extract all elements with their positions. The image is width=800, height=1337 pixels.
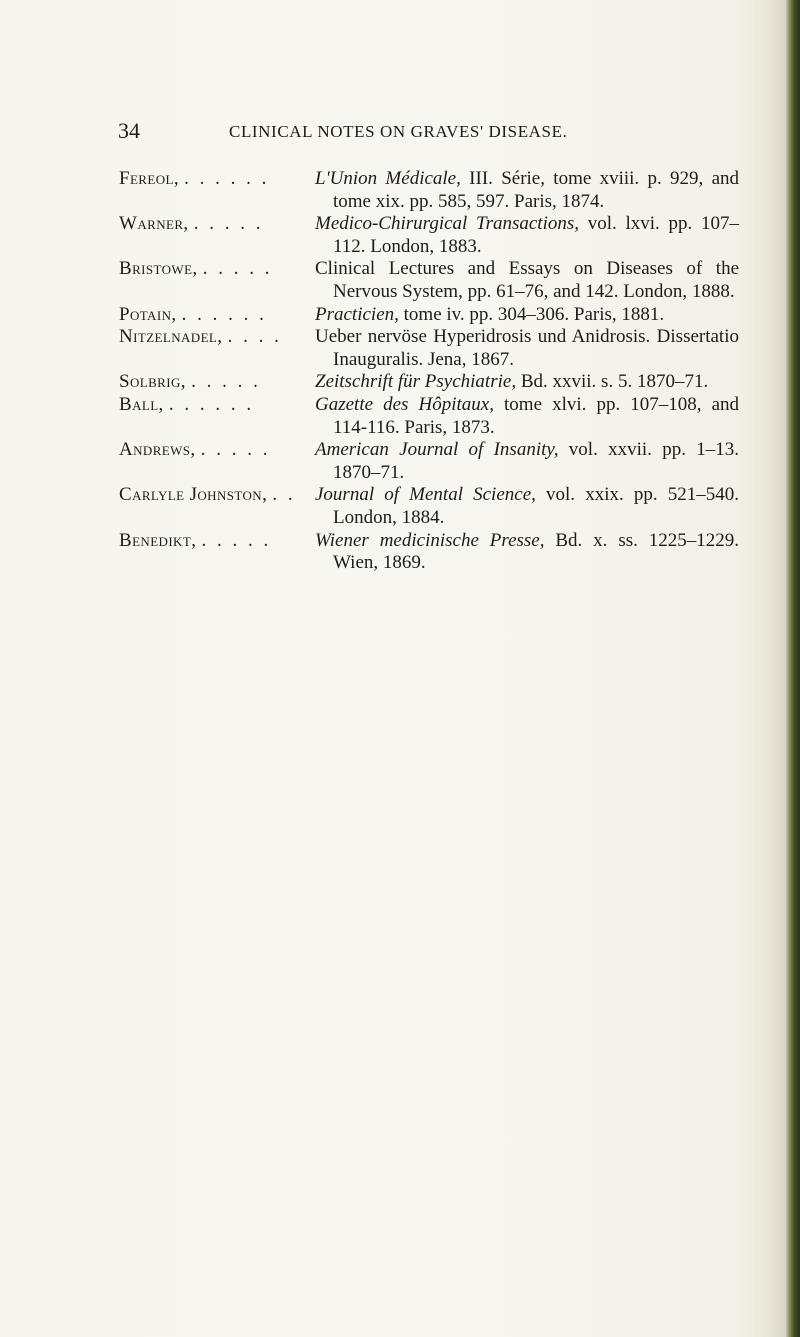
dot-leaders: . . . . . xyxy=(201,529,272,551)
citation-details: Clinical Lectures and Essays on Diseases of the Nervous System, pp. 61–76, and 142. London, 1888. xyxy=(315,258,739,302)
reference-entry xyxy=(119,258,739,303)
reference-entry xyxy=(119,439,739,484)
author-name: Warner, xyxy=(119,213,189,235)
citation-details: tome xlvi. pp. 107–108, and 114-116. Paris, 1873. xyxy=(333,393,739,438)
reference-author xyxy=(119,394,315,417)
reference-citation xyxy=(315,394,739,439)
reference-citation xyxy=(315,258,739,303)
reference-citation xyxy=(315,304,739,327)
citation-details: Bd. x. ss. 1225–1229. Wien, 1869. xyxy=(333,529,739,574)
book-binding-edge xyxy=(786,0,800,1337)
dot-leaders: . . . . . . xyxy=(168,393,255,415)
citation-title: Medico-Chirurgical Transactions, xyxy=(315,213,579,235)
reference-entry xyxy=(119,371,739,394)
reference-author xyxy=(119,213,315,236)
author-name: Nitzelnadel, xyxy=(119,326,223,348)
author-name: Benedikt, xyxy=(119,529,197,551)
reference-author xyxy=(119,530,315,553)
author-name: Solbrig, xyxy=(119,371,186,393)
citation-title: L'Union Médicale, xyxy=(315,168,461,189)
citation-details: vol. lxvi. pp. 107–112. London, 1883. xyxy=(333,213,739,257)
running-head-title: CLINICAL NOTES ON GRAVES' DISEASE. xyxy=(229,122,568,141)
reference-list xyxy=(119,168,739,575)
reference-citation xyxy=(315,439,739,484)
citation-details: tome iv. pp. 304–306. Paris, 1881. xyxy=(398,303,665,325)
author-name: Carlyle Johnston, xyxy=(119,484,268,506)
page-number: 34 xyxy=(118,118,140,143)
citation-details: III. Série, tome xviii. p. 929, and tome xix. pp. 585, 597. Paris, 1874. xyxy=(333,168,739,212)
reference-author xyxy=(119,304,315,327)
reference-author xyxy=(119,484,315,507)
citation-details: Bd. xxvii. s. 5. 1870–71. xyxy=(516,371,709,393)
author-name: Ball, xyxy=(119,393,164,415)
citation-details: vol. xxix. pp. 521–540. London, 1884. xyxy=(333,484,740,528)
citation-title: Zeitschrift für Psychiatrie, xyxy=(315,371,517,393)
reference-entry xyxy=(119,326,739,371)
author-name: Andrews, xyxy=(119,439,196,461)
citation-title: American Journal of Insanity, xyxy=(315,439,559,461)
reference-author xyxy=(119,258,315,281)
dot-leaders: . . . . . xyxy=(202,258,273,280)
citation-title: Gazette des Hôpitaux, xyxy=(315,393,494,415)
reference-author xyxy=(119,371,315,394)
reference-entry xyxy=(119,213,739,258)
dot-leaders: . . xyxy=(272,484,296,506)
citation-details: Ueber nervöse Hyperidrosis und Anidrosis. Dissertatio Inauguralis. Jena, 1867. xyxy=(315,326,739,370)
author-name: Potain, xyxy=(119,303,177,325)
reference-author xyxy=(119,439,315,462)
dot-leaders: . . . . . . xyxy=(184,168,270,189)
reference-entry xyxy=(119,394,739,439)
reference-citation xyxy=(315,484,739,529)
author-name: Bristowe, xyxy=(119,258,198,280)
citation-title: Journal of Mental Science, xyxy=(315,484,536,506)
citation-details: vol. xxvii. pp. 1–13. 1870–71. xyxy=(333,439,739,483)
reference-citation xyxy=(315,530,739,575)
reference-citation xyxy=(315,371,739,394)
reference-citation xyxy=(315,168,739,213)
reference-citation xyxy=(315,213,739,258)
reference-author xyxy=(119,326,315,349)
reference-entry xyxy=(119,484,739,529)
reference-author xyxy=(119,168,315,191)
dot-leaders: . . . . . . xyxy=(181,303,267,325)
citation-title: Wiener medicinische Presse, xyxy=(315,529,545,551)
dot-leaders: . . . . . xyxy=(191,371,261,393)
reference-citation xyxy=(315,326,739,371)
reference-entry xyxy=(119,168,739,213)
dot-leaders: . . . . xyxy=(227,326,282,348)
dot-leaders: . . . . . xyxy=(200,439,271,461)
reference-entry xyxy=(119,530,739,575)
running-head xyxy=(0,118,800,144)
reference-entry xyxy=(119,304,739,327)
page-gutter-shadow xyxy=(768,0,786,1337)
citation-title: Practicien, xyxy=(315,303,399,325)
dot-leaders: . . . . . xyxy=(193,213,264,235)
author-name: Fereol, xyxy=(119,168,179,189)
